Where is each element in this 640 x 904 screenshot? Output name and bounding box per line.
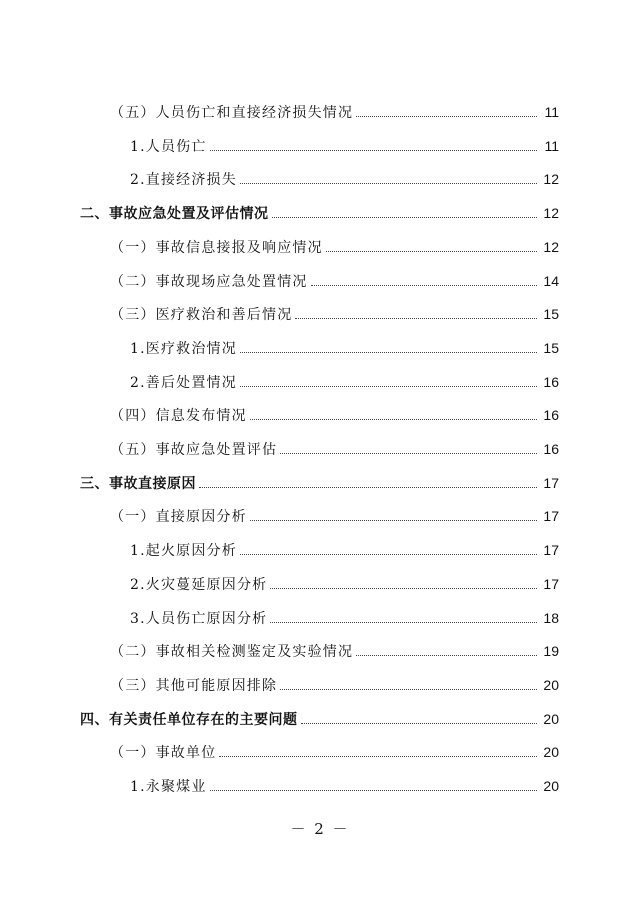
toc-entry-page-number: 12 [543,238,559,255]
toc-entry[interactable] [80,709,559,731]
toc-entry-title: 二、事故应急处置及评估情况 [80,206,269,223]
toc-entry-page-number: 15 [543,339,559,356]
toc-entry[interactable] [110,237,559,259]
toc-entry-page-number: 17 [543,575,559,592]
toc-entry[interactable] [110,304,559,326]
toc-entry-title: 1.人员伤亡 [130,138,207,155]
toc-dot-leader [250,419,537,420]
toc-entry[interactable] [130,574,559,596]
toc-dot-leader [295,318,537,319]
toc-dot-leader [356,655,537,656]
toc-entry-title: 2.直接经济损失 [130,172,237,189]
toc-entry[interactable] [130,608,559,630]
toc-entry-page-number: 16 [543,407,559,424]
toc-entry-page-number: 14 [543,272,559,289]
toc-dot-leader [311,285,537,286]
toc-entry[interactable] [130,372,559,394]
toc-dot-leader [272,217,538,218]
toc-entry-title: 三、事故直接原因 [80,475,196,492]
page-number: － 2 － [290,820,350,838]
toc-entry[interactable] [110,675,559,697]
toc-entry-page-number: 17 [543,508,559,525]
toc-entry-title: （四）信息发布情况 [110,408,247,425]
toc-entry-title: （二）事故相关检测鉴定及实验情况 [110,644,354,661]
toc-entry[interactable] [80,203,559,225]
toc-entry-title: 1.医疗救治情况 [130,340,237,357]
toc-entry-title: （五）事故应急处置评估 [110,442,278,458]
toc-dot-leader [270,588,537,589]
toc-entry-title: 1.永聚煤业 [130,779,207,795]
toc-entry[interactable] [110,271,559,293]
toc-entry[interactable] [130,540,559,562]
toc-dot-leader [240,554,537,555]
toc-entry-page-number: 20 [543,676,559,693]
toc-entry-title: （一）事故单位 [110,745,217,762]
toc-entry[interactable] [110,439,559,461]
toc-entry-title: 1.起火原因分析 [130,543,237,560]
toc-entry-title: （三）其他可能原因排除 [110,677,278,694]
toc-dot-leader [219,756,537,757]
toc-entry-title: 2.火灾蔓延原因分析 [130,576,268,593]
toc-entry-page-number: 16 [543,373,559,390]
toc-entry[interactable] [110,742,559,764]
toc-entry[interactable] [110,506,559,528]
toc-entry[interactable] [110,102,559,124]
toc-entry-page-number: 20 [543,710,559,727]
toc-entry-page-number: 19 [543,643,559,660]
toc-entry-page-number: 12 [543,171,559,188]
toc-dot-leader [240,386,537,387]
toc-entry[interactable] [130,338,559,360]
toc-entry-page-number: 17 [543,474,559,491]
toc-entry-title: 2.善后处置情况 [130,374,237,391]
toc-dot-leader [240,352,537,353]
toc-dot-leader [326,251,537,252]
toc-dot-leader [250,520,537,521]
toc-dot-leader [301,723,538,724]
toc-dot-leader [199,487,537,488]
toc-entry[interactable] [130,136,559,158]
toc-entry-page-number: 16 [543,441,559,457]
toc-entry-title: （五）人员伤亡和直接经济损失情况 [110,105,354,121]
toc-entry-title: 四、有关责任单位存在的主要问题 [80,711,298,728]
toc-dot-leader [210,150,537,151]
toc-entry-page-number: 20 [543,744,559,761]
toc-entry-title: （一）事故信息接报及响应情况 [110,239,323,256]
toc-entry-page-number: 20 [543,778,559,794]
toc-entry[interactable] [130,776,559,798]
toc-entry-page-number: 11 [544,104,559,120]
toc-entry-page-number: 18 [543,609,559,626]
toc-entry[interactable] [130,169,559,191]
toc-dot-leader [280,453,537,454]
toc-entry-page-number: 11 [544,137,559,154]
toc-entry-title: （二）事故现场应急处置情况 [110,273,308,290]
toc-dot-leader [210,790,537,791]
toc-dot-leader [270,622,537,623]
toc-entry-page-number: 17 [543,542,559,559]
toc-entry-title: （三）医疗救治和善后情况 [110,307,293,324]
toc-dot-leader [280,689,537,690]
toc-entry-page-number: 15 [543,306,559,323]
toc-entry-page-number: 12 [543,205,559,222]
toc-entry[interactable] [80,473,559,495]
toc-dot-leader [240,183,537,184]
toc-entry[interactable] [110,641,559,663]
toc-entry-title: 3.人员伤亡原因分析 [130,610,268,627]
toc-entry[interactable] [110,405,559,427]
toc-dot-leader [356,116,537,117]
toc-entry-title: （一）直接原因分析 [110,509,247,526]
